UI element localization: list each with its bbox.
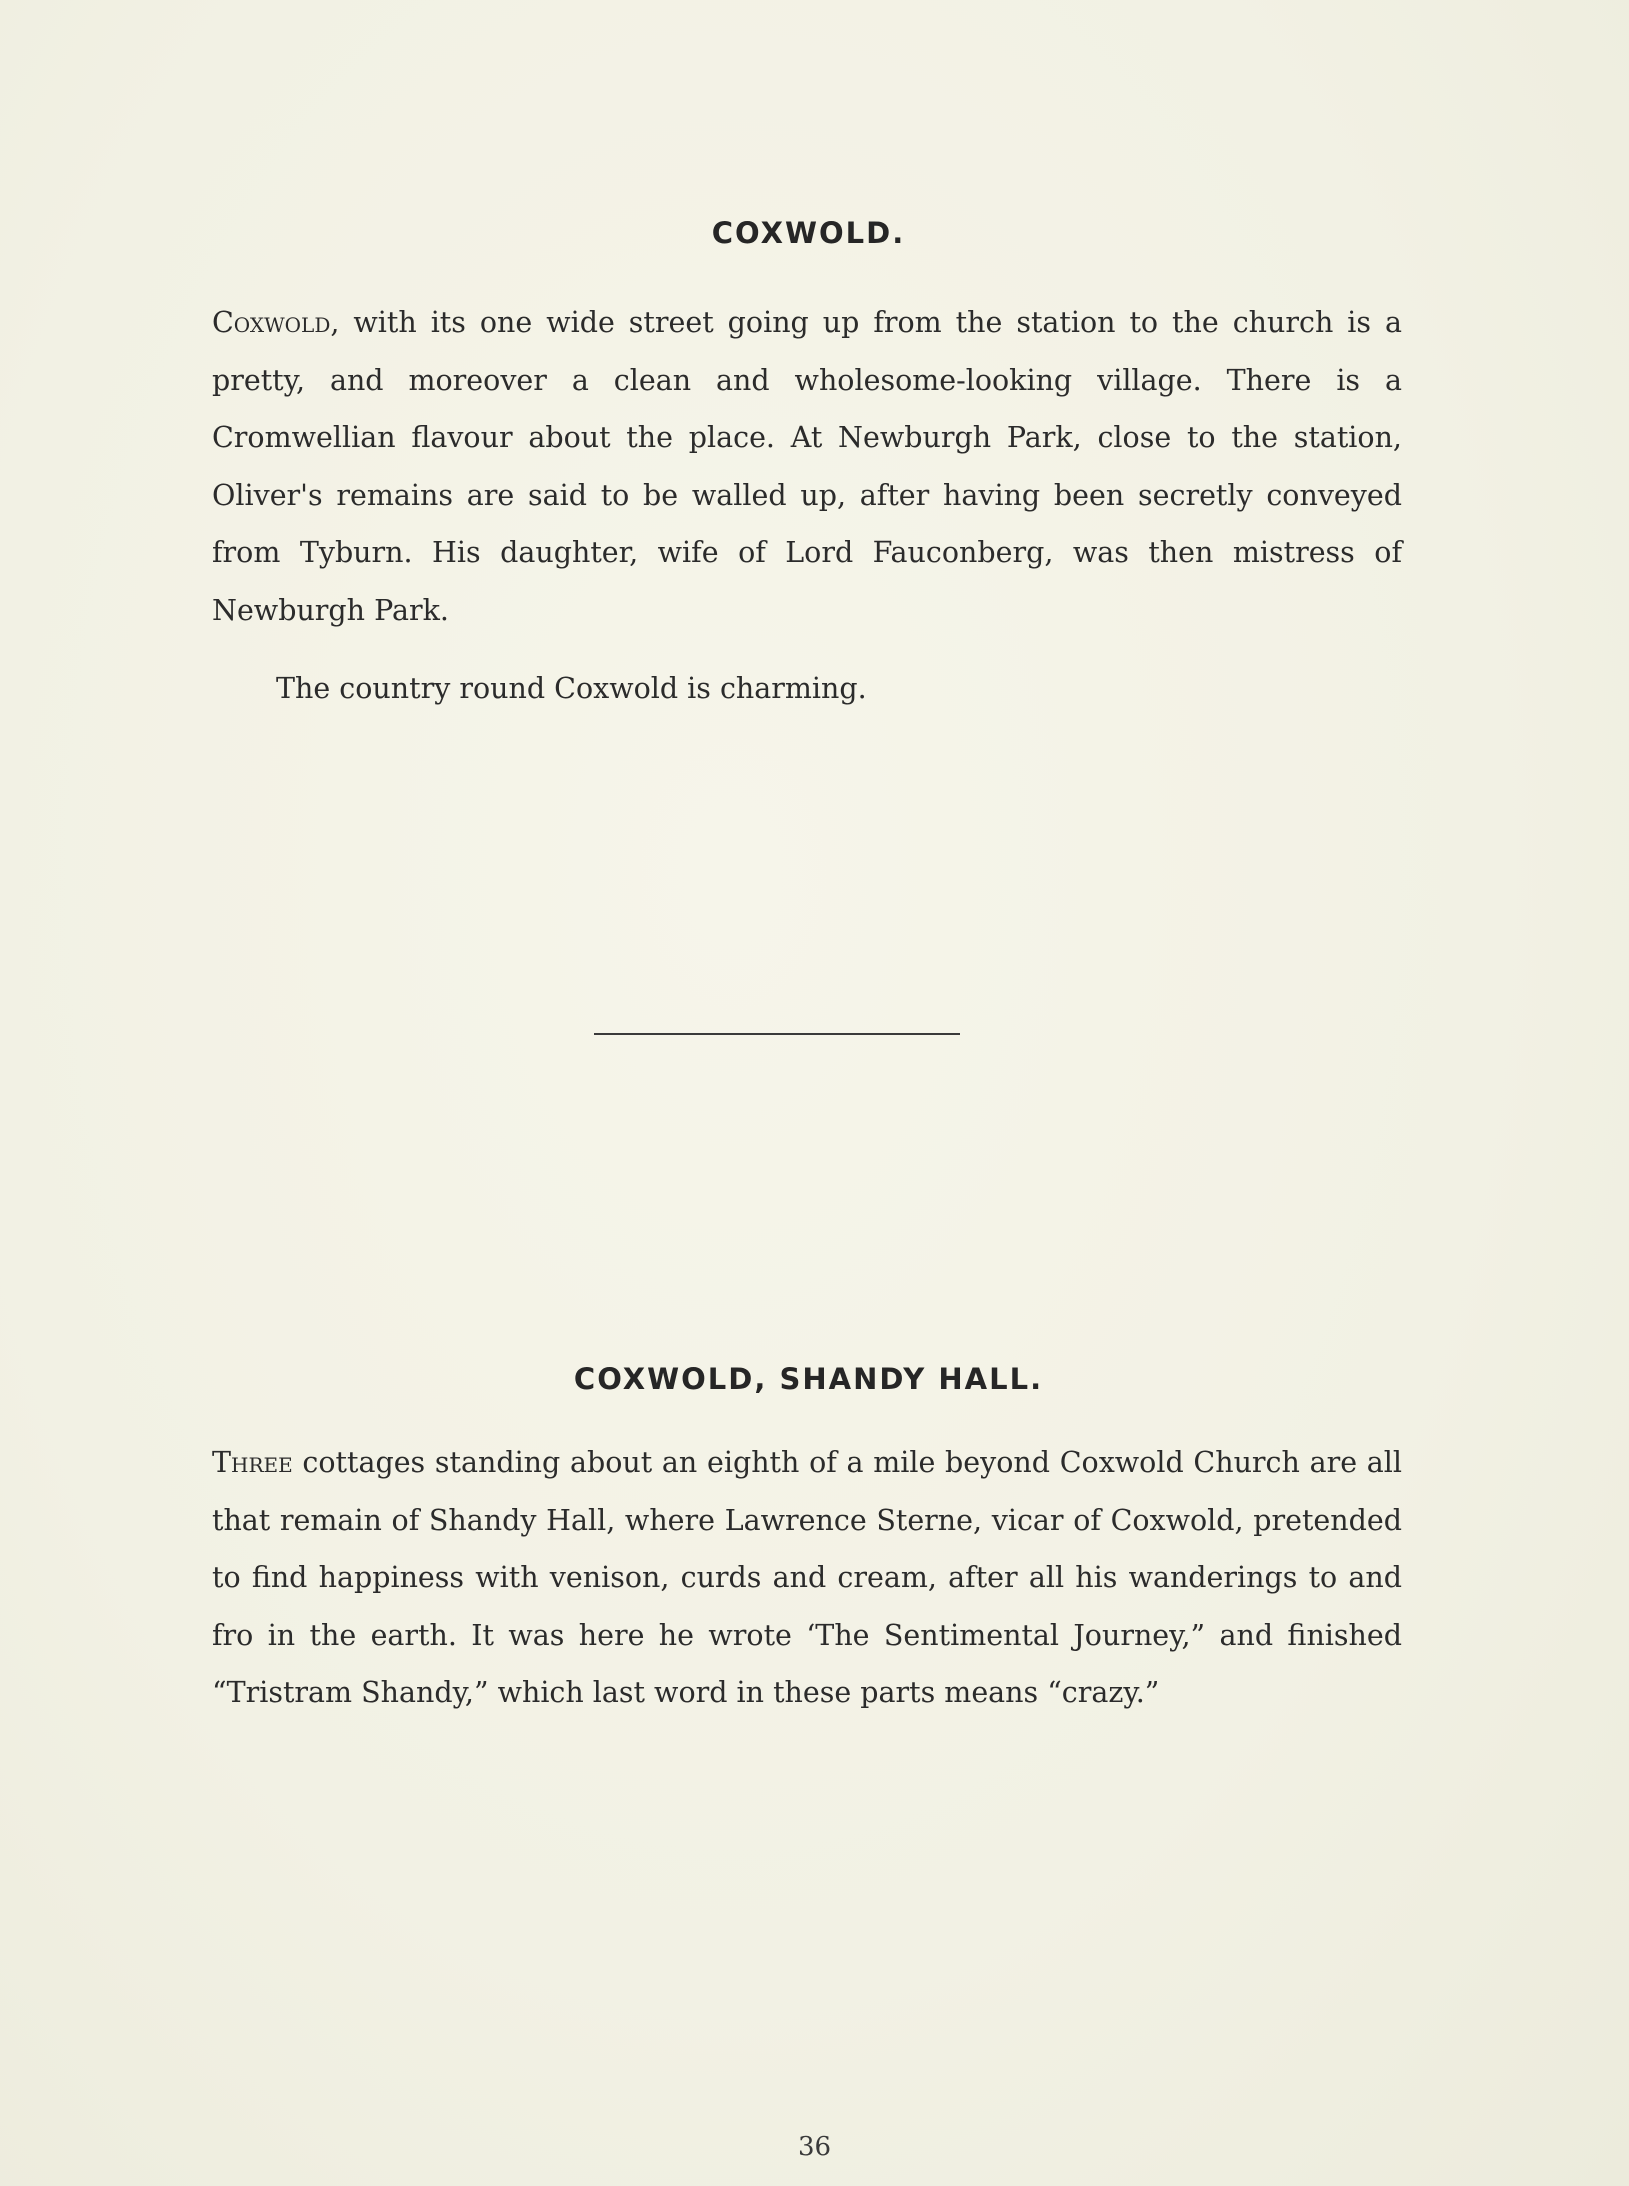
section-heading-coxwold: COXWOLD. [711, 216, 906, 250]
lead-word-small-caps: Coxwold [212, 306, 331, 339]
section-heading-shandy-hall: COXWOLD, SHANDY HALL. [573, 1362, 1044, 1396]
paragraph-country-charming: The country round Coxwold is charming. [276, 672, 867, 705]
paragraph-shandy-hall [212, 1434, 1402, 1722]
page-number: 36 [797, 2132, 832, 2162]
paragraph-coxwold-description [212, 294, 1402, 639]
section-divider-rule [594, 1033, 960, 1035]
paragraph-body: cottages standing about an eighth of a mile beyond Coxwold Church are all that remain of Shandy Hall, where Lawrence Sterne, vicar of Coxwold, pretended to find happiness with venison, curds and cream, after all his wanderings to and fro in the earth. It was here he wrote ‘The Sentimental Journey,” and finished “Tristram Shandy,” which last word in these parts means “crazy.” [212, 1446, 1402, 1709]
paragraph-body: , with its one wide street going up from the station to the church is a pretty, and moreover a clean and wholesome-looking village. There is a Cromwellian flavour about the place. At Newburgh Park, close to the station, Oliver's remains are said to be walled up, after having been secretly conveyed from Tyburn. His daughter, wife of Lord Fauconberg, was then mistress of Newburgh Park. [212, 306, 1402, 627]
lead-word-small-caps: Three [212, 1446, 293, 1479]
